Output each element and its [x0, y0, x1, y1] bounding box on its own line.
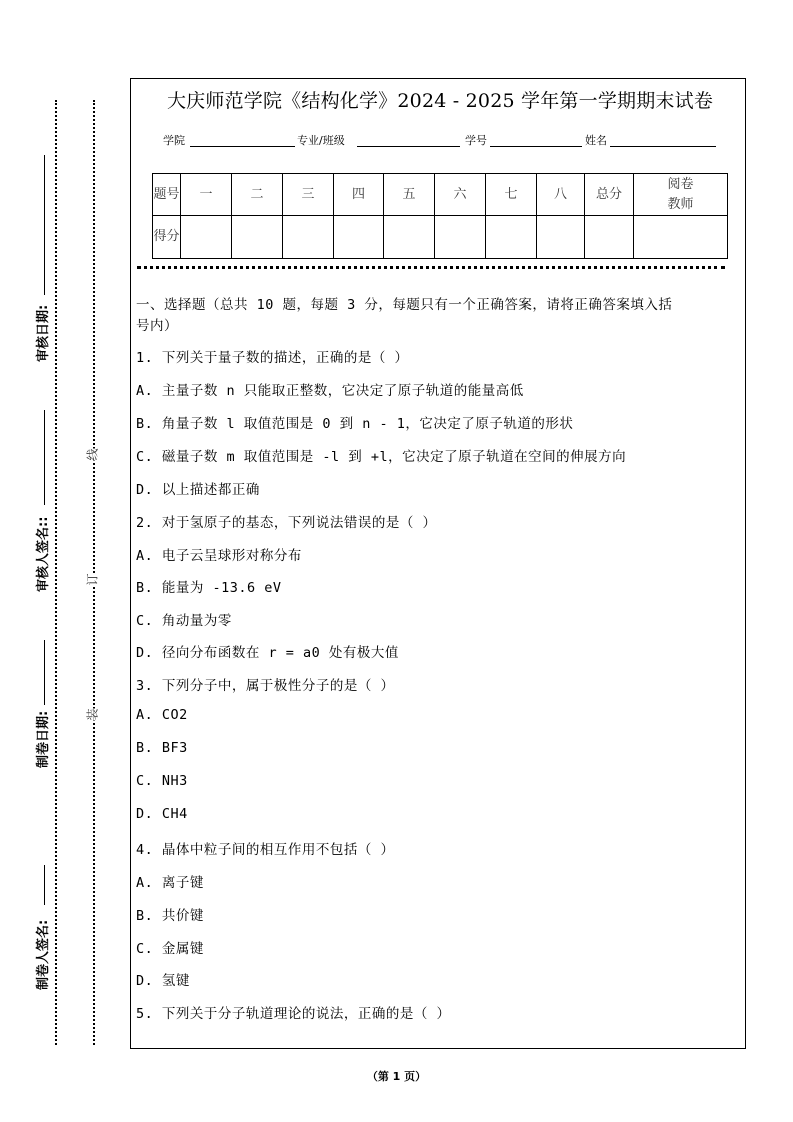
- student-id-field[interactable]: [490, 146, 582, 147]
- major-field[interactable]: [357, 146, 460, 147]
- major-label: 专业/班级: [297, 134, 345, 147]
- answer-option: B. BF3: [136, 740, 188, 756]
- score-cell[interactable]: [537, 216, 585, 259]
- section-heading: 一、选择题（总共 10 题，每题 3 分，每题只有一个正确答案，请将正确答案填入括: [136, 297, 673, 313]
- row-label-score: 得分: [153, 216, 181, 259]
- answer-option: B. 角量子数 l 取值范围是 0 到 n - 1，它决定了原子轨道的形状: [136, 416, 574, 432]
- student-info-fields: [0, 132, 793, 152]
- score-table-score-row: [153, 216, 728, 259]
- answer-option: C. 磁量子数 m 取值范围是 -l 到 +l，它决定了原子轨道在空间的伸展方向: [136, 449, 627, 465]
- question-stem: 4. 晶体中粒子间的相互作用不包括（ ）: [136, 842, 395, 858]
- score-table-header-row: [153, 174, 728, 216]
- score-cell[interactable]: [283, 216, 334, 259]
- college-label: 学院: [163, 134, 185, 147]
- col-total: 总分: [585, 174, 634, 216]
- maker-sign-line: [44, 865, 45, 905]
- section-divider: [137, 266, 725, 269]
- exam-title: 大庆师范学院《结构化学》2024 - 2025 学年第一学期期末试卷: [166, 90, 714, 112]
- answer-option: A. 电子云呈球形对称分布: [136, 548, 302, 564]
- answer-option: C. 角动量为零: [136, 613, 232, 629]
- answer-option: B. 共价键: [136, 908, 204, 924]
- question-stem: 5. 下列关于分子轨道理论的说法，正确的是（ ）: [136, 1006, 451, 1022]
- reviewer-date-line: [44, 155, 45, 295]
- col-3: 三: [283, 174, 334, 216]
- name-field[interactable]: [610, 146, 716, 147]
- college-field[interactable]: [190, 146, 295, 147]
- binding-dotted-line-outer: [55, 100, 57, 1045]
- reviewer-date-label: 审核日期:: [36, 304, 51, 362]
- page-number: （第 1 页）: [366, 1070, 427, 1083]
- col-2: 二: [232, 174, 283, 216]
- score-cell[interactable]: [384, 216, 435, 259]
- col-7: 七: [486, 174, 537, 216]
- score-cell[interactable]: [232, 216, 283, 259]
- binding-mark-xian: 线: [85, 448, 100, 461]
- answer-option: D. CH4: [136, 806, 188, 822]
- col-8: 八: [537, 174, 585, 216]
- col-5: 五: [384, 174, 435, 216]
- answer-option: D. 氢键: [136, 973, 190, 989]
- answer-option: D. 径向分布函数在 r = a0 处有极大值: [136, 645, 399, 661]
- col-6: 六: [435, 174, 486, 216]
- col-4: 四: [334, 174, 384, 216]
- score-cell[interactable]: [585, 216, 634, 259]
- answer-option: A. 离子键: [136, 875, 204, 891]
- answer-option: B. 能量为 -13.6 eV: [136, 580, 282, 596]
- reviewer-sign-label: 审核人签名::: [36, 516, 51, 592]
- score-cell[interactable]: [435, 216, 486, 259]
- answer-option: A. 主量子数 n 只能取正整数，它决定了原子轨道的能量高低: [136, 383, 524, 399]
- section-heading: 号内）: [136, 318, 178, 334]
- answer-option: C. NH3: [136, 773, 188, 789]
- maker-sign-label: 制卷人签名:: [36, 919, 51, 990]
- answer-option: A. CO2: [136, 707, 188, 723]
- binding-mark-ding: 订: [85, 573, 100, 586]
- student-id-label: 学号: [465, 134, 487, 147]
- answer-option: D. 以上描述都正确: [136, 482, 260, 498]
- question-stem: 3. 下列分子中，属于极性分子的是（ ）: [136, 678, 395, 694]
- maker-date-line: [44, 640, 45, 705]
- question-stem: 1. 下列关于量子数的描述，正确的是（ ）: [136, 350, 409, 366]
- col-1: 一: [181, 174, 232, 216]
- reviewer-sign-line: [44, 410, 45, 505]
- score-table: [152, 173, 728, 259]
- score-cell[interactable]: [181, 216, 232, 259]
- question-stem: 2. 对于氢原子的基态，下列说法错误的是（ ）: [136, 515, 437, 531]
- binding-mark-zhuang: 装: [85, 708, 100, 721]
- score-cell[interactable]: [634, 216, 728, 259]
- answer-option: C. 金属键: [136, 941, 204, 957]
- maker-date-label: 制卷日期:: [36, 710, 51, 768]
- row-label-question: 题号: [153, 174, 181, 216]
- col-grader: 阅卷教师: [634, 174, 728, 216]
- score-cell[interactable]: [334, 216, 384, 259]
- score-cell[interactable]: [486, 216, 537, 259]
- name-label: 姓名: [585, 134, 607, 147]
